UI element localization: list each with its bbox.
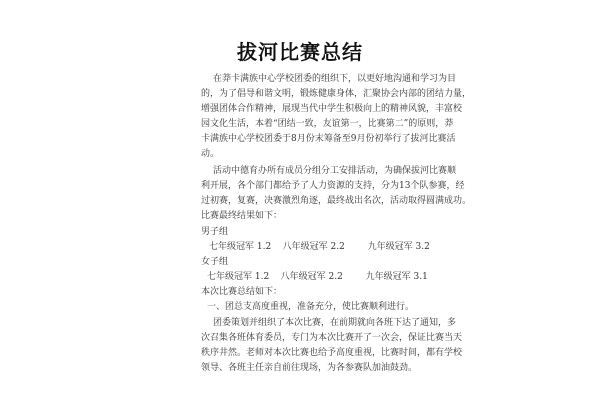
paragraph-1-line-2: 的，为了倡导和谐文明，锻炼健康身体，汇聚协会内部的团结力量， — [201, 89, 472, 99]
summary-point-1: 一、团总支高度重视，准备充分，使比赛顺利进行。 — [207, 302, 415, 312]
paragraph-2-line-2: 利开展，各个部门都给予了人力资源的支持，分为13个队参赛，经 — [201, 181, 465, 191]
paragraph-3-line-3: 秩序井然。老师对本次比赛也给予高度重视，比赛时间，都有学校 — [201, 348, 463, 358]
summary-intro: 本次比赛总结如下： — [201, 287, 283, 297]
paragraph-2-line-4: 比赛最终结果如下： — [201, 211, 283, 221]
boys-group-heading: 男子组 — [201, 227, 229, 237]
paragraph-1-line-3: 增强团体合作精神，展现当代中学生积极向上的精神风貌，丰富校 — [201, 104, 463, 114]
document-title: 拔河比赛总结 — [237, 40, 363, 64]
paragraph-1-line-4: 园文化生活，本着“团结一致，友谊第一，比赛第二”的原则，莽 — [201, 119, 454, 129]
paragraph-3-line-1: 团委策划并组织了本次比赛，在前期就向各班下达了通知，多 — [213, 318, 457, 328]
paragraph-2-line-1: 活动中德育办所有成员分组分工安排活动，为确保拔河比赛顺 — [213, 166, 457, 176]
paragraph-3-line-2: 次召集各班体育委员，专门为本次比赛开了一次会，保证比赛当天 — [201, 333, 463, 343]
paragraph-1-line-6: 动。 — [201, 149, 220, 159]
paragraph-1-line-5: 卡满族中心学校团委于8月份末筹备至9月份初举行了拔河比赛活 — [201, 134, 456, 144]
boys-group-results: 七年级冠军 1.2 八年级冠军 2.2 九年级冠军 3.2 — [209, 242, 430, 252]
paragraph-3-line-4: 领导、各班主任亲自前往现场，为各参赛队加油鼓劲。 — [201, 363, 418, 373]
paragraph-2-line-3: 过初赛，复赛，决赛激烈角逐，最终战出名次，活动取得圆满成功。 — [201, 196, 472, 206]
paragraph-1-line-1: 在莽卡满族中心学校团委的组织下，以更好地沟通和学习为目 — [213, 74, 457, 84]
girls-group-results: 七年级冠军 1.2 八年级冠军 2.2 九年级冠军 3.1 — [207, 272, 428, 282]
girls-group-heading: 女子组 — [201, 257, 229, 267]
